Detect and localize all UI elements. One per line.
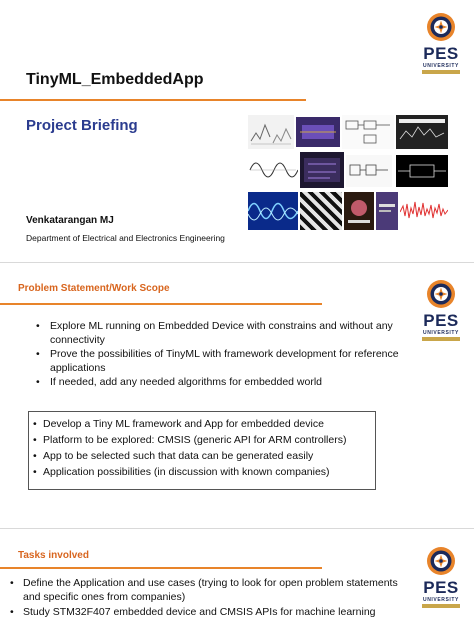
pes-logo-bar — [422, 337, 460, 341]
list-item: • If needed, add any needed algorithms for embedded world — [36, 376, 406, 390]
image-collage — [248, 115, 448, 230]
list-item: • Prove the possibilities of TinyML with framework development for reference applications — [36, 348, 406, 375]
list-item: • Define the Application and use cases (trying to look for open problem statements and specific ones from companies) — [10, 577, 416, 604]
pes-logo-text: PES — [423, 311, 459, 330]
textbook-cover-image — [376, 192, 398, 230]
pes-emblem-icon — [426, 546, 456, 576]
tasks-slide — [0, 529, 474, 632]
slide-heading: Tasks involved — [18, 550, 89, 561]
pes-logo-subtext: UNIVERSITY — [422, 63, 459, 69]
presentation-subtitle: Project Briefing — [26, 117, 138, 134]
block-diagram-small-image — [346, 155, 392, 187]
red-noise-image — [400, 192, 448, 230]
list-item: • Explore ML running on Embedded Device with constrains and without any connectivity — [36, 320, 406, 347]
author-name: Venkatarangan MJ — [26, 215, 114, 226]
title-divider — [0, 99, 306, 101]
bullet-list — [36, 320, 406, 391]
list-item: • Platform to be explored: CMSIS (generic API for ARM controllers) — [33, 432, 371, 448]
equation-image — [344, 192, 374, 230]
list-item: • Study STM32F407 embedded device and CMSIS APIs for machine learning — [10, 606, 416, 620]
heading-divider — [0, 303, 322, 305]
pes-logo — [419, 12, 463, 84]
block-diagram-image — [342, 115, 394, 149]
system-block-image — [396, 155, 448, 187]
blue-wave-image — [248, 192, 298, 230]
bullet-list — [10, 577, 416, 622]
title-slide — [0, 0, 474, 262]
presentation-title: TinyML_EmbeddedApp — [26, 71, 204, 88]
circuit-board-image — [300, 152, 344, 188]
signal-plots-image — [248, 115, 294, 149]
pes-logo-subtext: UNIVERSITY — [422, 330, 459, 336]
signal-graph-dark-image — [396, 115, 448, 149]
waveform-sketch-image — [248, 152, 298, 188]
pes-logo — [419, 546, 463, 618]
pes-logo-subtext: UNIVERSITY — [422, 597, 459, 603]
pes-logo-bar — [422, 604, 460, 608]
diagonal-stripes-image — [300, 192, 342, 230]
list-item: • App to be selected such that data can be generated easily — [33, 448, 371, 464]
pes-logo-text: PES — [423, 578, 459, 597]
slide-heading: Problem Statement/Work Scope — [18, 283, 170, 294]
purple-board-image — [296, 117, 340, 147]
heading-divider — [0, 567, 322, 569]
pes-logo-bar — [422, 70, 460, 74]
list-item: • Application possibilities (in discussion with known companies) — [33, 464, 371, 480]
problem-statement-slide — [0, 263, 474, 528]
pes-emblem-icon — [426, 12, 456, 42]
pes-emblem-icon — [426, 279, 456, 309]
pes-logo — [419, 279, 463, 351]
scope-box — [28, 411, 376, 490]
list-item: • Develop a Tiny ML framework and App for embedded device — [33, 416, 371, 432]
pes-logo-text: PES — [423, 44, 459, 63]
department-name: Department of Electrical and Electronics Engineering — [26, 233, 225, 243]
